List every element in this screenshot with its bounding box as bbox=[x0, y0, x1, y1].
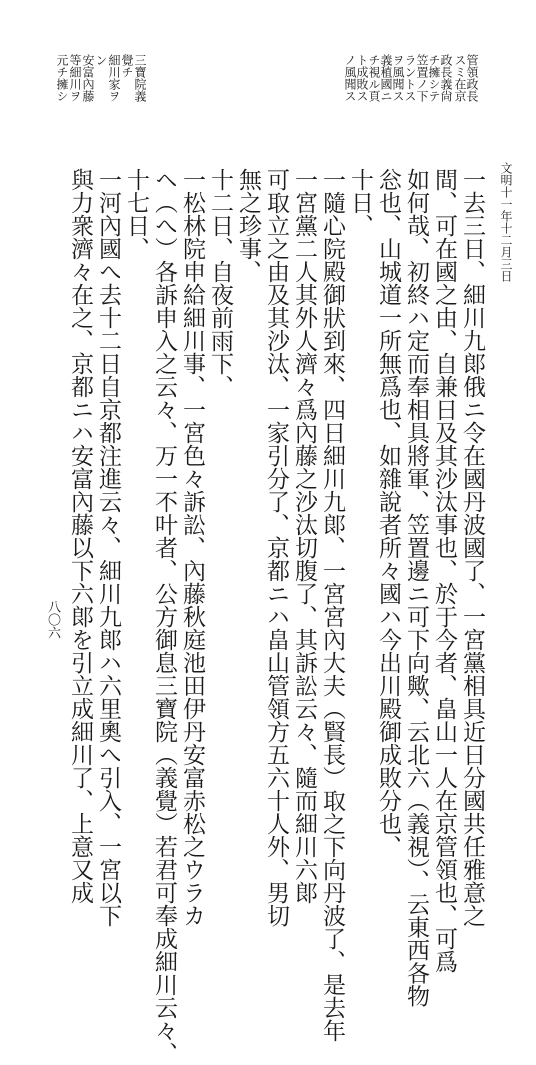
text-column-12: ヘ（へ）各訴申入之云々、万一不叶者、公方御息三寶院（義覺）若君可奉成細川云々、 bbox=[151, 168, 177, 1065]
text-column-2: 間、可在國之由、自兼日及其沙汰事也、於于今者、畠山一人在京管領也、可爲 bbox=[431, 168, 457, 973]
text-column-7: 一宮黨二人其外人濟々爲內藤之沙汰切腹了、其訴訟云々、隨而細川六郞 bbox=[291, 168, 317, 904]
text-column-10: 十二日、自夜前雨下、 bbox=[207, 168, 233, 398]
top-note-left-1: 覺チ bbox=[120, 54, 134, 78]
text-column-15: 與力衆濟々在之、京都ニハ安富內藤以下六郞を引立成細川了、上意又成 bbox=[67, 168, 93, 904]
text-column-14: 一河內國へ去十二日自京都注進云々、細川九郞ハ六里奧へ引入、一宮以下 bbox=[95, 168, 121, 927]
top-note-right-9: ト成敗ス bbox=[355, 54, 369, 102]
top-note-left-3: ン bbox=[94, 54, 108, 66]
running-head: 文明十一年十二月三日 bbox=[499, 162, 513, 282]
text-column-11: 一松林院申給細川事、一宮色々訴訟、內藤秋庭池田伊丹安富赤松之ウラカ bbox=[179, 168, 205, 927]
top-note-left-6: 元チ擁シ bbox=[55, 54, 69, 102]
text-column-5: 十日、 bbox=[347, 168, 373, 237]
text-column-6: 一隨心院殿御狀到來、四日細川九郞、一宮宮內大夫（賢長）取之下向丹波了、是去年 bbox=[319, 168, 345, 1042]
top-note-right-5: ラントス bbox=[403, 54, 417, 102]
top-note-right-0: 管領政長 bbox=[465, 54, 479, 102]
text-column-3: 如何哉、初終ハ定而奉相具將軍、笠置邊ニ可下向歟、云北六（義視）、云東西各物 bbox=[403, 168, 429, 1008]
text-column-13: 十七日、 bbox=[123, 168, 149, 260]
top-note-right-7: 義稙國ニ bbox=[379, 54, 393, 102]
top-note-left-0: 三寶院義 bbox=[133, 54, 147, 102]
top-note-right-2: 政長義尙 bbox=[439, 54, 453, 102]
top-note-right-4: 笠置ノ下 bbox=[415, 54, 429, 102]
top-note-right-8: チ視ル頁 bbox=[367, 54, 381, 102]
top-note-left-4: 安富內藤 bbox=[81, 54, 95, 102]
top-note-right-3: チ擁シテ bbox=[427, 54, 441, 102]
top-note-right-6: ヲ風聞ス bbox=[391, 54, 405, 102]
top-note-right-10: ノ風聞ス bbox=[343, 54, 357, 102]
text-column-9: 無之珍事、 bbox=[235, 168, 261, 283]
top-note-right-1: スミ在京 bbox=[453, 54, 467, 102]
text-column-1: 一去三日、細川九郞俄ニ令在國丹波國了、一宮黨相具近日分國共任雅意之 bbox=[459, 168, 485, 927]
text-column-4: 忩也、山城道一所無爲也、如雜說者所々國ハ今出川殿御成敗分也、 bbox=[375, 168, 401, 858]
top-note-left-2: 細川家ヲ bbox=[107, 54, 121, 102]
page-number: 八〇六 bbox=[45, 600, 60, 639]
text-column-8: 可取立之由及其沙汰、一家引分了、京都ニハ畠山管領方五六十人外、男切 bbox=[263, 168, 289, 927]
top-note-left-5: 等細川ヲ bbox=[68, 54, 82, 102]
